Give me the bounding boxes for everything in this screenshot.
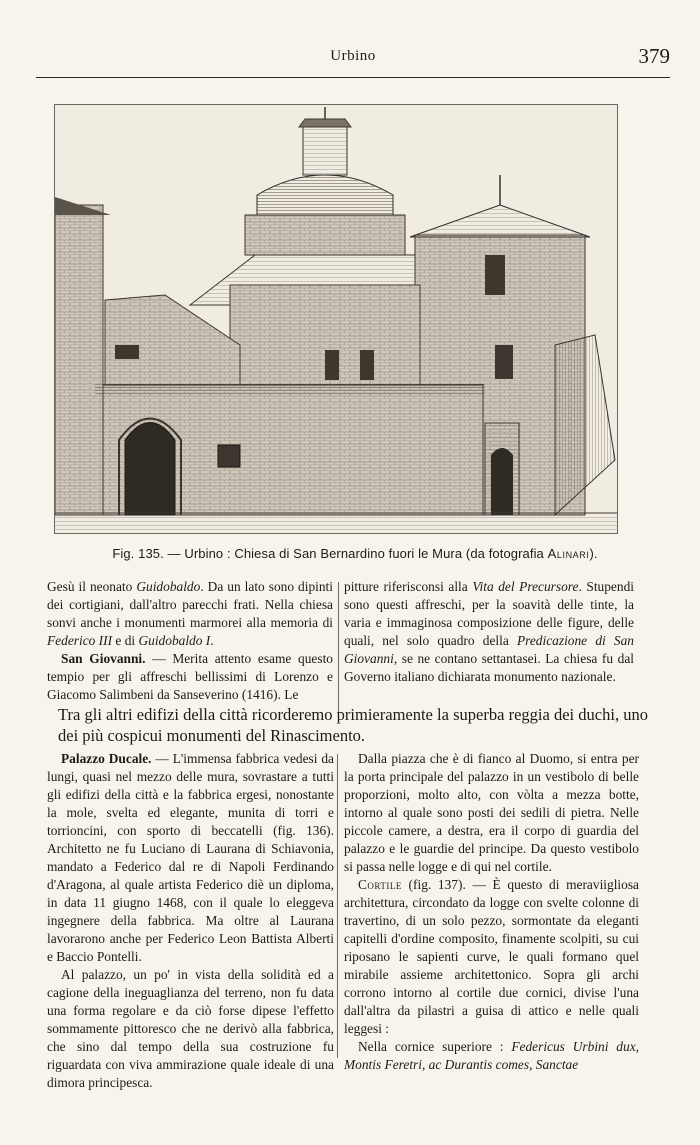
column-upper-right <box>344 578 634 686</box>
column-divider <box>338 582 339 722</box>
paragraph: Gesù il neonato Guidobaldo. Da un lato sono dipinti dei cortigiani, dall'altro parecchi frati. Nella chiesa sonvi anche i monumenti marmorei alla memoria di Federico III e di Guidobaldo I. <box>47 579 333 648</box>
page-header <box>36 44 670 70</box>
church-illustration <box>55 105 617 533</box>
column-lower-left <box>47 750 334 1092</box>
header-rule <box>36 77 670 78</box>
section-label: San Giovanni. <box>61 651 146 666</box>
column-lower-right <box>344 750 639 1074</box>
section-label: Palazzo Ducale. <box>61 751 152 766</box>
caption-end: ). <box>589 546 598 561</box>
running-title: Urbino <box>330 48 376 64</box>
section-label: Cortile <box>358 877 402 892</box>
paragraph-san-giovanni: San Giovanni. — Merita attento esame questo tempio per gli affreschi bellissimi di Lorenzo e Giacomo Salimbeni da Sanseverino (1416). Le <box>47 651 334 702</box>
caption-text: Fig. 135. — Urbino : Chiesa di San Bernardino fuori le Mura (da fotografia <box>112 546 548 561</box>
page-number: 379 <box>638 44 670 68</box>
column-divider <box>337 754 338 1058</box>
paragraph: pitture riferisconsi alla Vita del Precursore. Stupendi sono questi affreschi, per la soavità delle tinte, la varia e immaginosa composizione delle figure, delle quali, nel solo quadro della Predicazione di San Giovanni, se ne contano settantasei. La chiesa fu dal Governo italiano dichiarata monumento nazionale. <box>344 579 635 684</box>
paragraph-palazzo-ducale: Palazzo Ducale. — L'immensa fabbrica vedesi da lungi, quasi nel mezzo delle mura, sovrastare a tutti gli edifizi della città e la fabbrica ergesi, nonostante la mole, svelta ed elegante, munita di torri e torrioncini, con sporto di beccatelli (fig. 136). Architetto ne fu Luciano di Laurana di Schiavonia, mandato a Federico dal re di Napoli Ferdinando d'Aragona, al quale artista Federico diè un diploma, in data 11 giugno 1468, con il quale lo eleggeva ingegnere della fabbrica. Ma oltre al Laurana lavorarono anche per Federico Leon Battista Alberti e Baccio Pontelli. <box>47 751 334 964</box>
paragraph: Dalla piazza che è di fianco al Duomo, si entra per la porta principale del palazzo in un vestibolo di belle proporzioni, molto alto, con vòlta a mezza botte, intorno al quale sono posti dei sedili di pietra. Nelle piccole camere, a destra, era il corpo di guardia del palazzo e le guardie del principe. Da questo vestibolo si passa nelle logge e di qui nel cortile. <box>344 751 639 874</box>
caption-credit: Alinari <box>547 546 590 561</box>
paragraph: Al palazzo, un po' in vista della solidità ed a cagione della ineguaglianza del terreno, non fu data una forma regolare e da ciò forse dipese l'effetto sommamente pittoresco che ne derivò alla fabbrica, che sino dal tempo della sua costruzione fu riguardata con viva ammirazione quale ideale di una dimora principesca. <box>47 967 334 1090</box>
section-heading: Tra gli altri edifizi della città ricorderemo primieramente la superba reggia dei duchi, uno dei più cospicui monumenti del Rinascimento. <box>58 705 648 745</box>
paragraph-cortile: Cortile (fig. 137). — È questo di meraviigliosa architettura, circondato da logge con svelte colonne di travertino, di un solo pezzo, sormontate da eleganti capitelli d'ordine composito, finamente scolpiti, su cui riposano le sapienti curve, le quali formano quel mirabile assieme architettonico. Sopra gli archi corrono intorno al cortile due cornici, divise l'una dall'altra da pilastri a guisa di attico e nelle quali leggesi : <box>344 877 639 1036</box>
paragraph: Nella cornice superiore : Federicus Urbini dux, Montis Feretri, ac Durantis comes, Sanctae <box>344 1039 639 1072</box>
column-upper-left <box>47 578 333 704</box>
figure-caption <box>40 546 670 561</box>
figure-engraving <box>54 104 618 534</box>
